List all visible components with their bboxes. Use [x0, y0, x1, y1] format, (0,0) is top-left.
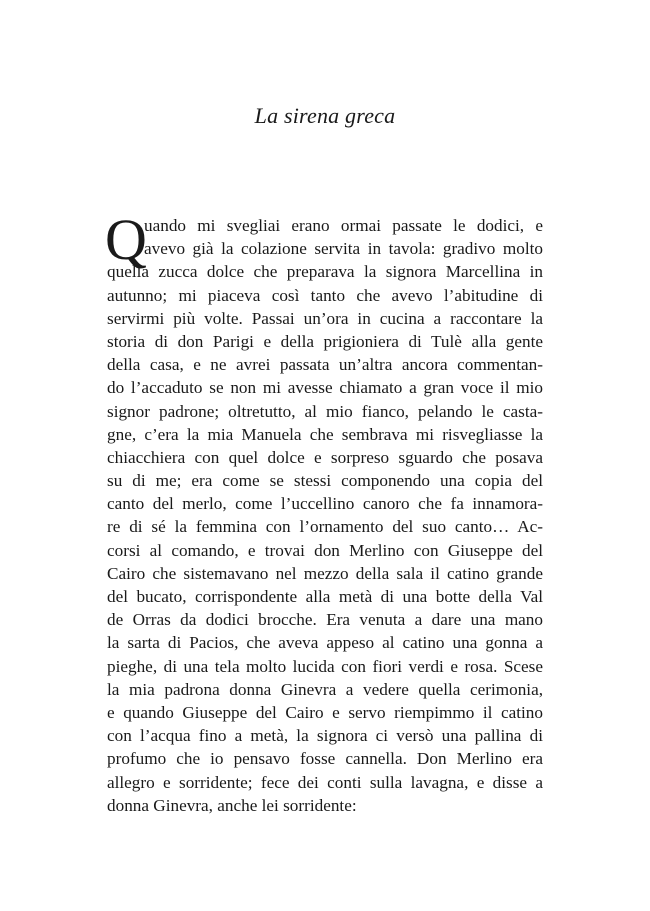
text-line: la sarta di Pacios, che aveva appeso al catino una gonna a	[107, 633, 543, 653]
text-line: donna Ginevra, anche lei sorridente:	[107, 795, 357, 815]
text-line: signor padrone; oltretutto, al mio fianco, pelando le casta-	[107, 401, 543, 421]
text-line: avevo già la colazione servita in tavola: gradivo molto	[144, 239, 543, 259]
text-line: servirmi più volte. Passai un’ora in cucina a raccontare la	[107, 308, 543, 328]
text-line: allegro e sorridente; fece dei conti sulla lavagna, e disse a	[107, 772, 543, 792]
text-line: de Orras da dodici brocche. Era venuta a dare una mano	[107, 610, 543, 630]
text-line: gne, c’era la mia Manuela che sembrava mi risvegliasse la	[107, 424, 543, 444]
body-text	[105, 207, 543, 817]
chapter-title: La sirena greca	[254, 103, 396, 128]
drop-cap: Q	[105, 207, 147, 272]
text-line: profumo che io pensavo fosse cannella. Don Merlino era	[107, 749, 543, 769]
text-line: quella zucca dolce che preparava la signora Marcellina in	[107, 262, 543, 282]
text-line: su di me; era come se stessi componendo una copia del	[107, 471, 543, 491]
text-line: do l’accaduto se non mi avesse chiamato a gran voce il mio	[107, 378, 543, 398]
text-line: autunno; mi piaceva così tanto che avevo l’abitudine di	[107, 285, 543, 305]
text-line: storia di don Parigi e della prigioniera di Tulè alla gente	[107, 331, 543, 351]
text-line: con l’acqua fino a metà, la signora ci versò una pallina di	[107, 726, 543, 746]
text-line: chiacchiera con quel dolce e sorpreso sguardo che posava	[107, 447, 543, 467]
text-line: la mia padrona donna Ginevra a vedere quella cerimonia,	[107, 679, 543, 699]
text-line: pieghe, di una tela molto lucida con fiori verdi e rosa. Scese	[107, 656, 543, 676]
text-line: corsi al comando, e trovai don Merlino con Giuseppe del	[107, 540, 543, 560]
text-line: uando mi svegliai erano ormai passate le dodici, e	[144, 216, 543, 235]
text-line: canto del merlo, come l’uccellino canoro che fa innamora-	[107, 494, 543, 514]
text-line: del bucato, corrispondente alla metà di una botte della Val	[107, 587, 543, 606]
text-line: Cairo che sistemavano nel mezzo della sala il catino grande	[107, 563, 543, 583]
text-line: della casa, e ne avrei passata un’altra ancora commentan-	[107, 355, 543, 375]
text-line: e quando Giuseppe del Cairo e servo riempimmo il catino	[107, 702, 543, 722]
text-line: re di sé la femmina con l’ornamento del suo canto… Ac-	[107, 517, 543, 537]
